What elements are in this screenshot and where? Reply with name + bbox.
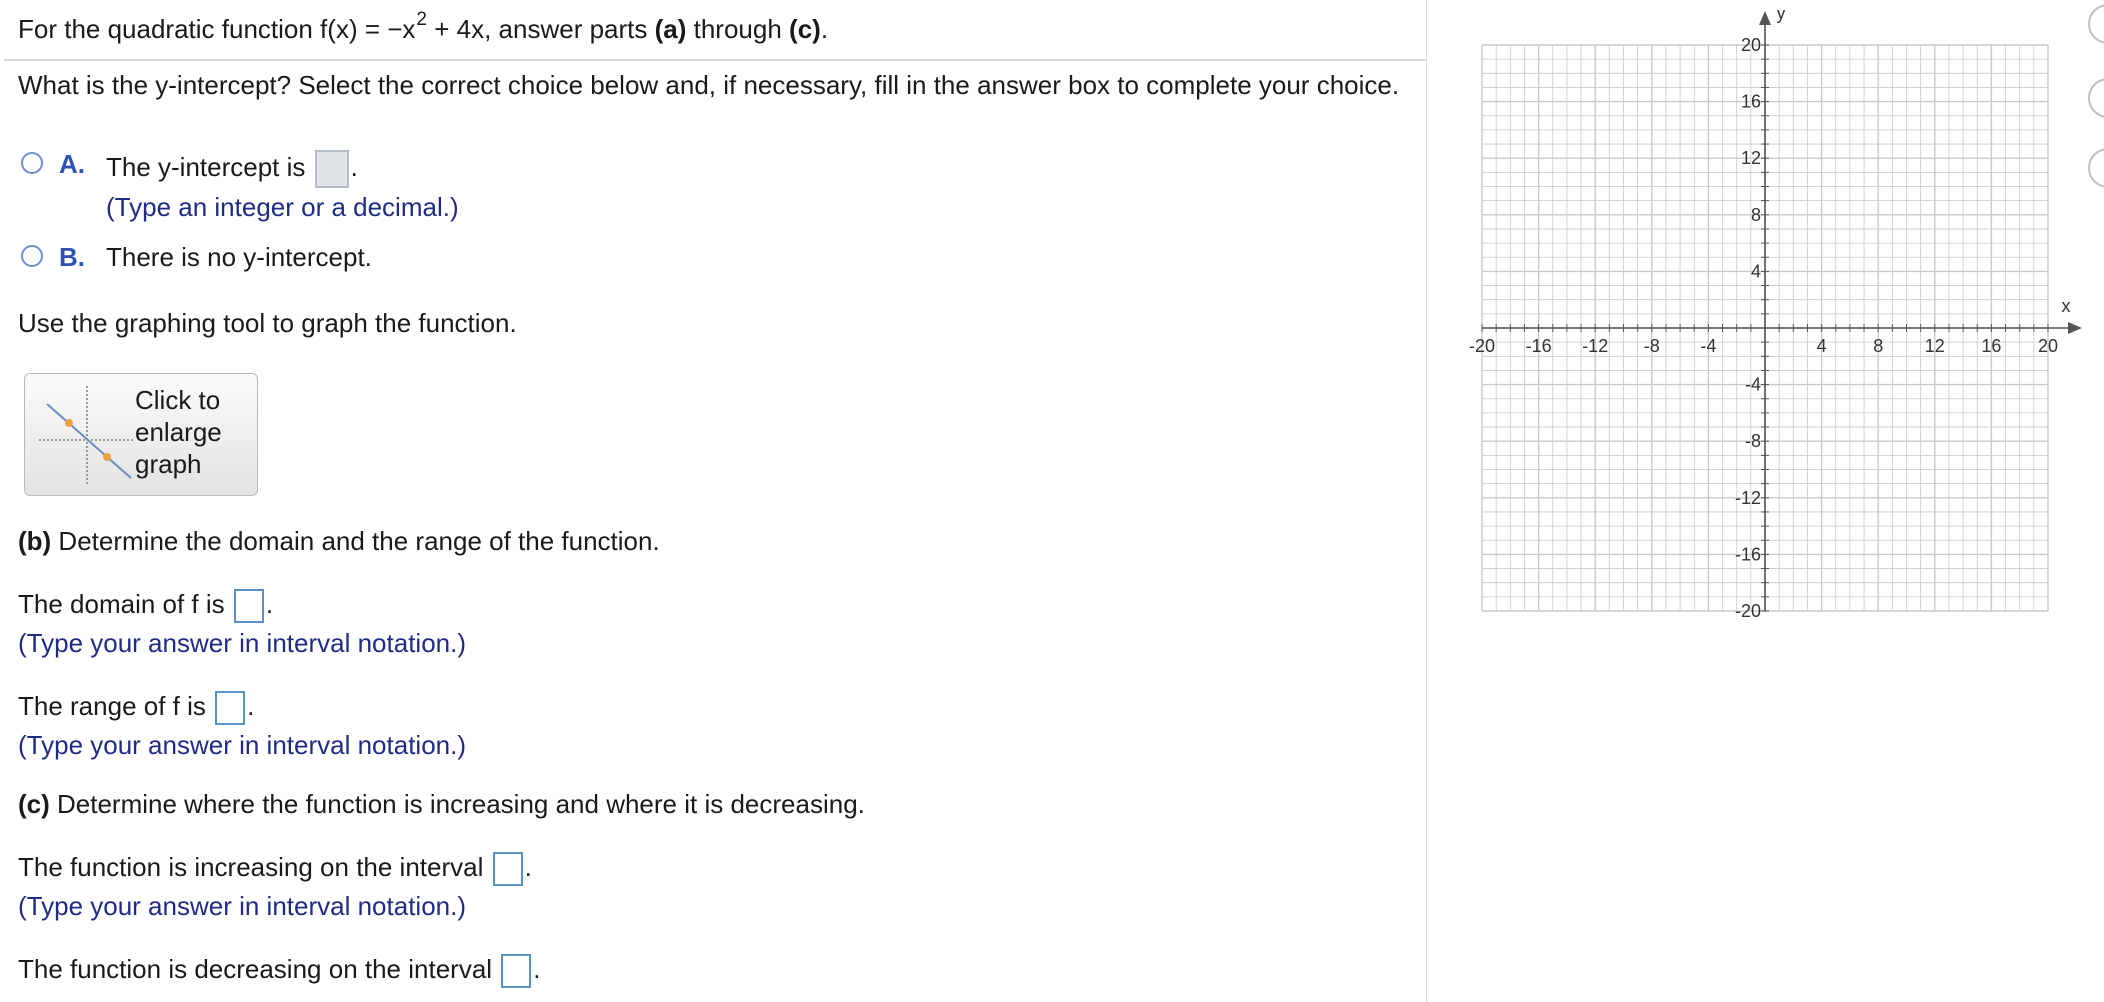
domain-text: The domain of f is — [18, 589, 225, 619]
y-tick-label: 8 — [1750, 204, 1761, 225]
increasing-line — [18, 851, 532, 886]
decreasing-answer-box[interactable] — [501, 954, 531, 988]
increasing-text: The function is increasing on the interval — [18, 852, 484, 882]
x-tick-label: -16 — [1525, 336, 1552, 356]
prompt-part-a: (a) — [654, 14, 687, 44]
x-tick-label: -8 — [1643, 336, 1660, 356]
option-a-period: . — [350, 151, 358, 182]
range-line — [18, 690, 254, 725]
x-axis-label: x — [2061, 296, 2071, 316]
enlarge-graph-label: Click to enlarge graph — [135, 385, 222, 479]
part-b-label: (b) — [18, 526, 52, 556]
option-b-letter: B. — [59, 242, 85, 272]
y-axis-label: y — [1776, 10, 1786, 23]
y-intercept-answer-box[interactable] — [315, 150, 349, 188]
decreasing-line — [18, 953, 541, 988]
prompt-through: through — [686, 14, 790, 44]
part-c-heading — [18, 788, 865, 820]
x-tick-label: -20 — [1468, 336, 1496, 356]
y-tick-label: -12 — [1734, 487, 1761, 508]
option-a-radio[interactable] — [21, 152, 43, 174]
part-b-text: Determine the domain and the range of the function. — [51, 526, 660, 556]
x-tick-label: 8 — [1873, 336, 1884, 356]
domain-answer-box[interactable] — [234, 589, 264, 623]
range-period: . — [247, 691, 255, 721]
y-tick-label: -16 — [1734, 544, 1761, 565]
x-tick-label: 20 — [2037, 336, 2059, 356]
x-tick-label: 16 — [1981, 336, 2002, 356]
option-a-hint: (Type an integer or a decimal.) — [106, 192, 459, 222]
coordinate-plane[interactable] — [1460, 10, 2100, 630]
part-c-text: Determine where the function is increasing and where it is decreasing. — [49, 789, 865, 819]
x-axis-arrow — [2068, 322, 2082, 334]
y-tick-label: -4 — [1744, 374, 1761, 395]
range-answer-box[interactable] — [215, 691, 245, 725]
prompt-text: For the quadratic function f(x) = −x — [18, 14, 416, 44]
x-tick-label: -4 — [1700, 336, 1717, 356]
domain-line — [18, 588, 273, 623]
domain-hint: (Type your answer in interval notation.) — [18, 628, 466, 658]
increasing-period: . — [524, 852, 532, 882]
y-axis-arrow — [1759, 11, 1771, 25]
x-tick-label: 4 — [1816, 336, 1827, 356]
enlarge-graph-button[interactable] — [24, 373, 258, 496]
increasing-hint: (Type your answer in interval notation.) — [18, 891, 466, 921]
part-c-label: (c) — [18, 789, 50, 819]
increasing-answer-box[interactable] — [493, 852, 523, 886]
range-text: The range of f is — [18, 691, 206, 721]
decreasing-period: . — [533, 954, 541, 984]
domain-period: . — [265, 589, 274, 619]
question-prompt — [18, 9, 829, 49]
option-a-text: The y-intercept is — [106, 151, 306, 182]
option-b-radio[interactable] — [21, 245, 43, 267]
range-hint: (Type your answer in interval notation.) — [18, 730, 466, 760]
graph-thumbnail-icon — [35, 382, 135, 488]
option-a-letter: A. — [59, 149, 85, 179]
option-b-text: There is no y-intercept. — [106, 242, 372, 272]
part-b-heading — [18, 525, 660, 557]
decreasing-text: The function is decreasing on the interval — [18, 954, 493, 984]
y-tick-label: -8 — [1744, 431, 1761, 452]
prompt-text-mid: + 4x, answer parts — [427, 14, 655, 44]
graph-instruction: Use the graphing tool to graph the function. — [18, 308, 517, 338]
prompt-part-c: (c) — [789, 14, 821, 44]
y-tick-label: -20 — [1734, 601, 1761, 621]
y-tick-label: 16 — [1740, 91, 1761, 112]
y-tick-label: 12 — [1740, 148, 1761, 169]
x-tick-label: 12 — [1924, 336, 1945, 356]
y-tick-label: 20 — [1740, 35, 1761, 55]
option-a-line — [106, 150, 358, 188]
header-divider — [4, 59, 1426, 61]
part-a-instruction: What is the y-intercept? Select the correct choice below and, if necessary, fill in the answer box to complete your choice. — [18, 70, 1400, 100]
prompt-exponent: 2 — [416, 9, 427, 30]
x-tick-label: -12 — [1582, 336, 1609, 356]
y-tick-label: 4 — [1750, 261, 1761, 282]
prompt-end: . — [820, 14, 829, 44]
